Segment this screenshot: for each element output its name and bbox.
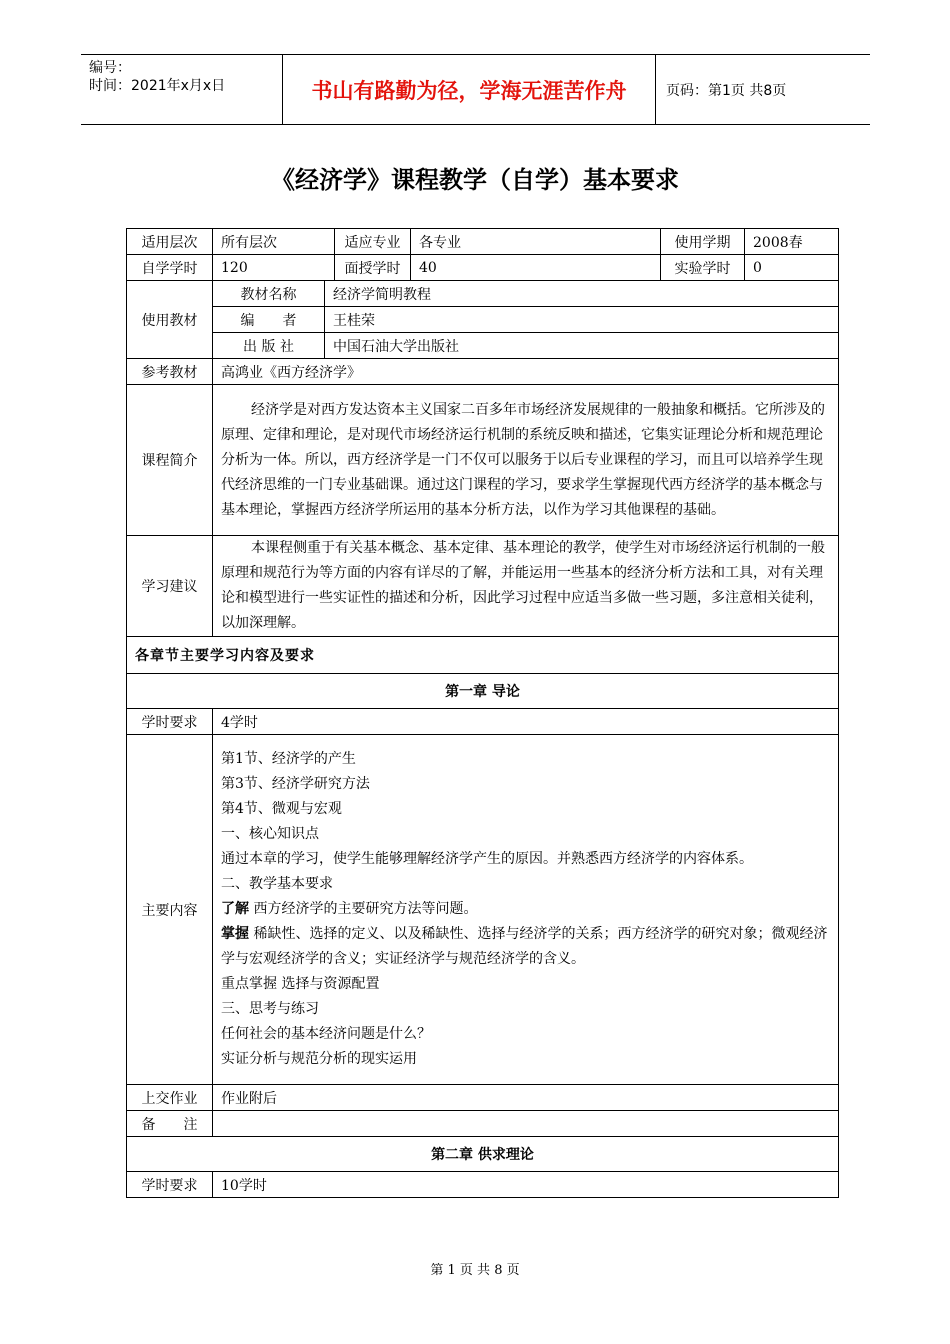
table-row <box>127 229 839 255</box>
chapter2-hours-label: 学时要求 <box>127 1172 213 1198</box>
content-line: 二、教学基本要求 <box>221 876 333 892</box>
intro-text: 经济学是对西方发达资本主义国家二百多年市场经济发展规律的一般抽象和概括。它所涉及的原理、定律和理论，是对现代市场经济运行机制的系统反映和描述，它集实证理论分析和规范理论分析为一体。所以，西方经济学是一门不仅可以服务于以后专业课程的学习，而且可以培养学生现代经济思维的一门专业基础课。通过这门课程的学习，要求学生掌握现代西方经济学的基本概念与基本理论，掌握西方经济学所运用的基本分析方法，以作为学习其他课程的基础。 <box>213 385 839 536</box>
sections-header: 各章节主要学习内容及要求 <box>127 637 839 674</box>
level-value: 所有层次 <box>213 229 335 255</box>
publisher-label: 出 版 社 <box>213 333 325 359</box>
chapter1-hours-label: 学时要求 <box>127 709 213 735</box>
time-label: 时间：2021年x月x日 <box>89 78 226 94</box>
number-label: 编号： <box>89 60 131 76</box>
content-line: 第4节、微观与宏观 <box>221 801 342 817</box>
header-slogan: 书山有路勤为径，学海无涯苦作舟 <box>283 55 656 124</box>
semester-label: 使用学期 <box>661 229 745 255</box>
remark-value <box>213 1111 839 1137</box>
table-row <box>127 333 839 359</box>
homework-value: 作业附后 <box>213 1085 839 1111</box>
table-row <box>127 359 839 385</box>
master-key: 掌握 <box>221 926 249 942</box>
editor-value: 王桂荣 <box>325 307 839 333</box>
chapter2-hours-value: 10学时 <box>213 1172 839 1198</box>
table-row <box>127 674 839 709</box>
major-label: 适应专业 <box>335 229 411 255</box>
table-row <box>127 307 839 333</box>
table-row <box>127 281 839 307</box>
chapter2-title: 第二章 供求理论 <box>127 1137 839 1172</box>
table-row <box>127 1137 839 1172</box>
chapter1-content <box>213 735 839 1085</box>
content-line: 重点掌握 选择与资源配置 <box>221 976 380 992</box>
lab-hours-label: 实验学时 <box>661 255 745 281</box>
understand-text: 西方经济学的主要研究方法等问题。 <box>249 901 478 917</box>
master-line <box>221 922 832 972</box>
homework-label: 上交作业 <box>127 1085 213 1111</box>
textbook-name-value: 经济学简明教程 <box>325 281 839 307</box>
textbook-label: 使用教材 <box>127 281 213 359</box>
textbook-name-label: 教材名称 <box>213 281 325 307</box>
reference-label: 参考教材 <box>127 359 213 385</box>
publisher-value: 中国石油大学出版社 <box>325 333 839 359</box>
understand-line <box>221 897 832 922</box>
content-line: 实证分析与规范分析的现实运用 <box>221 1051 417 1067</box>
lab-hours-value: 0 <box>745 255 839 281</box>
header-meta <box>81 55 283 124</box>
content-line: 一、核心知识点 <box>221 826 319 842</box>
table-row <box>127 637 839 674</box>
content-line: 三、思考与练习 <box>221 1001 319 1017</box>
content-line: 通过本章的学习，使学生能够理解经济学产生的原因。并熟悉西方经济学的内容体系。 <box>221 851 753 867</box>
editor-label: 编 者 <box>213 307 325 333</box>
advice-label: 学习建议 <box>127 536 213 637</box>
table-row <box>127 255 839 281</box>
course-requirements-table <box>126 228 839 1198</box>
page-header <box>81 54 870 125</box>
table-row <box>127 735 839 1085</box>
understand-key: 了解 <box>221 901 249 917</box>
table-row <box>127 1111 839 1137</box>
table-row <box>127 385 839 536</box>
advice-text: 本课程侧重于有关基本概念、基本定律、基本理论的教学，使学生对市场经济运行机制的一般原理和规范行为等方面的内容有详尽的了解，并能运用一些基本的经济分析方法和工具，对有关理论和模型进行一些实证性的描述和分析，因此学习过程中应适当多做一些习题，多注意相关徒利，以加深理解。 <box>213 536 839 637</box>
lecture-hours-label: 面授学时 <box>335 255 411 281</box>
level-label: 适用层次 <box>127 229 213 255</box>
chapter1-title: 第一章 导论 <box>127 674 839 709</box>
table-row <box>127 536 839 637</box>
self-hours-label: 自学学时 <box>127 255 213 281</box>
header-page-info: 页码：第1页 共8页 <box>666 82 787 99</box>
self-hours-value: 120 <box>213 255 335 281</box>
master-text: 稀缺性、选择的定义、以及稀缺性、选择与经济学的关系；西方经济学的研究对象；微观经济学与宏观经济学的含义；实证经济学与规范经济学的含义。 <box>221 926 828 967</box>
remark-label: 备 注 <box>127 1111 213 1137</box>
document-title: 《经济学》课程教学（自学）基本要求 <box>271 166 679 194</box>
chapter1-hours-value: 4学时 <box>213 709 839 735</box>
content-line: 第3节、经济学研究方法 <box>221 776 370 792</box>
intro-label: 课程简介 <box>127 385 213 536</box>
content-line: 任何社会的基本经济问题是什么？ <box>221 1026 431 1042</box>
chapter1-content-label: 主要内容 <box>127 735 213 1085</box>
major-value: 各专业 <box>411 229 661 255</box>
page-footer: 第 1 页 共 8 页 <box>430 1263 520 1278</box>
table-row <box>127 709 839 735</box>
lecture-hours-value: 40 <box>411 255 661 281</box>
table-row <box>127 1172 839 1198</box>
content-line: 第1节、经济学的产生 <box>221 751 356 767</box>
table-row <box>127 1085 839 1111</box>
reference-value: 高鸿业《西方经济学》 <box>213 359 839 385</box>
semester-value: 2008春 <box>745 229 839 255</box>
